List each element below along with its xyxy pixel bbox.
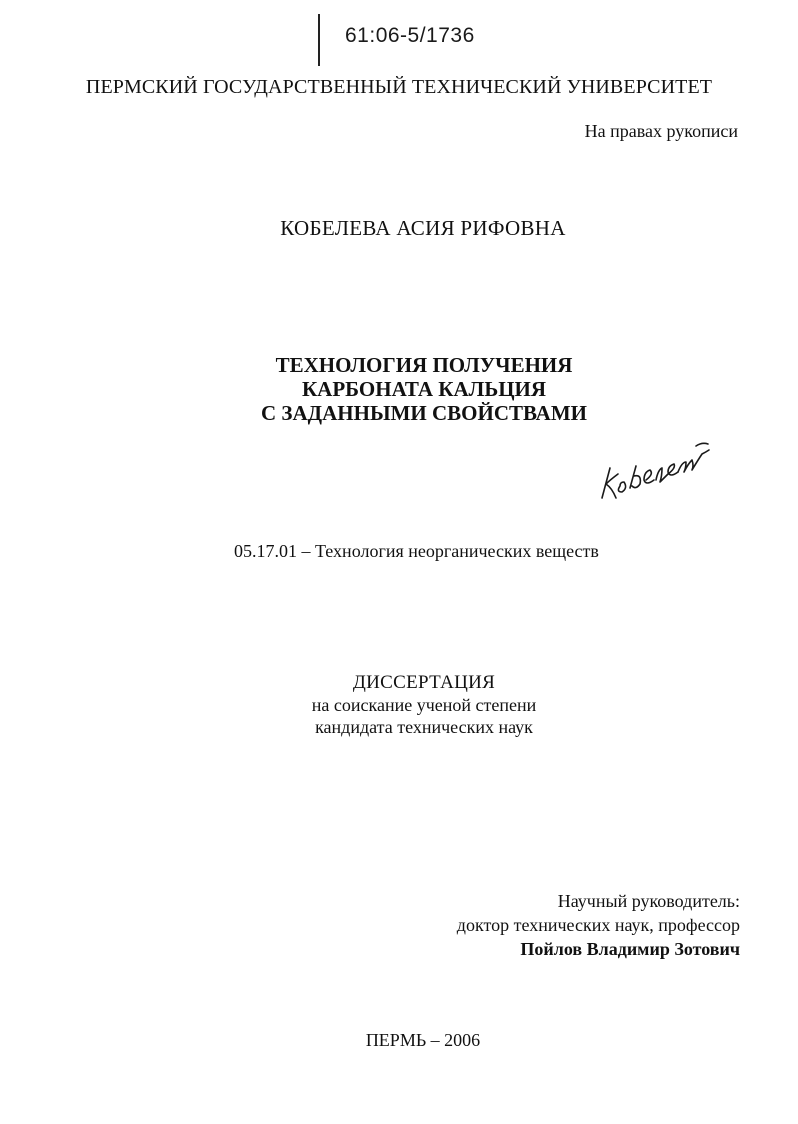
manuscript-rights-note: На правах рукописи	[584, 121, 738, 141]
degree-statement	[0, 672, 798, 738]
supervisor-info	[457, 889, 740, 961]
handwritten-signature	[596, 436, 712, 506]
city-year: ПЕРМЬ – 2006	[365, 1030, 481, 1050]
title-line-3: С ЗАДАННЫМИ СВОЙСТВАМИ	[261, 401, 587, 425]
supervisor-credentials: доктор технических наук, профессор	[456, 915, 740, 935]
degree-line-1: на соискание ученой степени	[311, 695, 537, 715]
degree-line-2: кандидата технических наук	[315, 717, 533, 737]
catalog-stamp-number: 61:06-5/1736	[345, 24, 475, 47]
university-name: ПЕРМСКИЙ ГОСУДАРСТВЕННЫЙ ТЕХНИЧЕСКИЙ УНИВЕРСИТЕТ	[85, 76, 713, 98]
title-line-2: КАРБОНАТА КАЛЬЦИЯ	[301, 377, 547, 401]
author-name: КОБЕЛЕВА АСИЯ РИФОВНА	[280, 216, 566, 240]
specialty-code: 05.17.01 – Технология неорганических веществ	[234, 541, 599, 561]
supervisor-label: Научный руководитель:	[557, 891, 740, 911]
stamp-divider-line	[318, 14, 320, 66]
supervisor-name: Пойлов Владимир Зотович	[520, 939, 740, 959]
dissertation-title	[0, 353, 798, 425]
degree-title: ДИССЕРТАЦИЯ	[352, 672, 496, 693]
title-line-1: ТЕХНОЛОГИЯ ПОЛУЧЕНИЯ	[275, 353, 573, 377]
